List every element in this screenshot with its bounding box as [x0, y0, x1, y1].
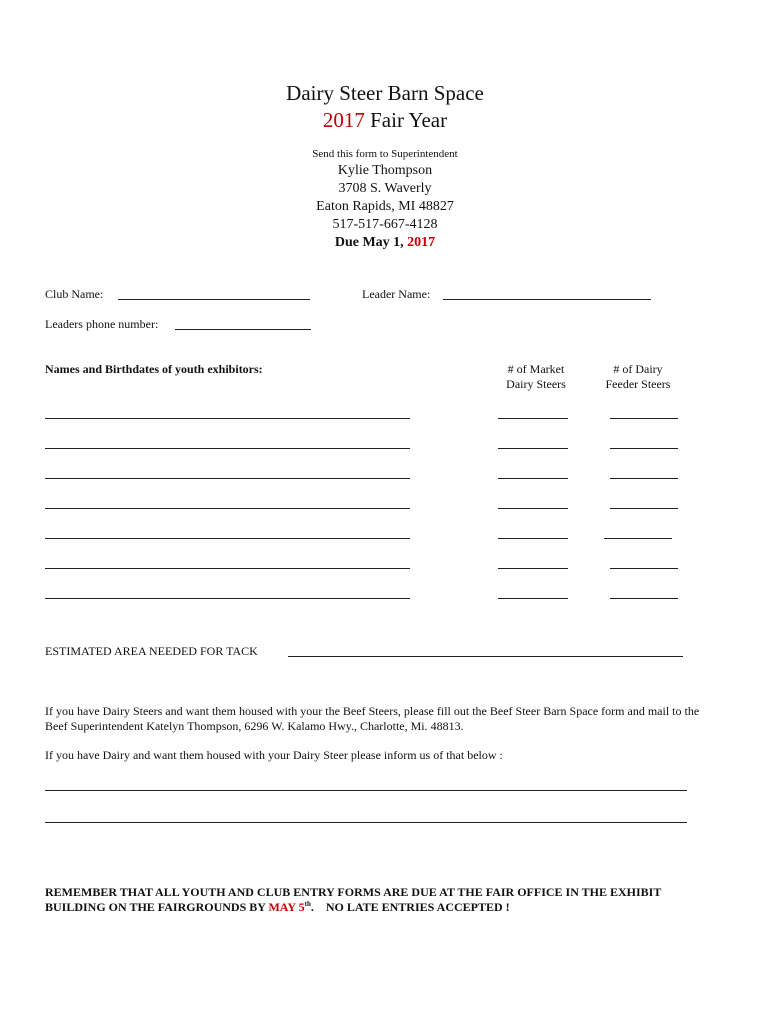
exhibitor-name-field[interactable]: [45, 478, 410, 479]
feeder-steers-header: [596, 362, 680, 392]
reminder-may-date: MAY 5: [268, 900, 305, 914]
feeder-steers-field[interactable]: [610, 478, 678, 479]
send-to-text: Send this form to Superintendent: [312, 148, 458, 160]
club-name-label: Club Name:: [45, 287, 104, 301]
tack-field[interactable]: [288, 656, 683, 657]
reminder-th: th: [304, 900, 311, 908]
leaders-phone-field[interactable]: [175, 329, 311, 330]
exhibitor-name-field[interactable]: [45, 448, 410, 449]
feeder-steers-field[interactable]: [610, 508, 678, 509]
feeder-steers-field[interactable]: [610, 418, 678, 419]
leader-name-label: Leader Name:: [362, 287, 431, 301]
market-steers-field[interactable]: [498, 448, 568, 449]
due-date-year: 2017: [407, 235, 436, 250]
feeder-steers-field[interactable]: [610, 448, 678, 449]
exhibitor-name-field[interactable]: [45, 568, 410, 569]
due-date: [0, 234, 770, 252]
market-header-line2: Dairy Steers: [506, 377, 566, 391]
superintendent-street: 3708 S. Waverly: [338, 181, 432, 196]
superintendent-city: Eaton Rapids, MI 48827: [316, 199, 454, 214]
fair-year-number: 2017: [322, 108, 365, 132]
exhibitor-name-field[interactable]: [45, 598, 410, 599]
market-steers-field[interactable]: [498, 538, 568, 539]
reminder-line2-prefix: BUILDING ON THE FAIRGROUNDS BY: [45, 900, 269, 914]
superintendent-name: Kylie Thompson: [337, 163, 433, 178]
feeder-steers-field[interactable]: [604, 538, 672, 539]
feeder-header-line2: Feeder Steers: [605, 377, 671, 391]
market-steers-field[interactable]: [498, 478, 568, 479]
dairy-instruction: If you have Dairy and want them housed with your Dairy Steer please inform us of that below :: [45, 748, 503, 762]
dairy-notes-line-1[interactable]: [45, 790, 687, 791]
market-steers-field[interactable]: [498, 418, 568, 419]
names-header: Names and Birthdates of youth exhibitors:: [45, 362, 263, 376]
feeder-steers-field[interactable]: [610, 598, 678, 599]
market-steers-header: [488, 362, 584, 392]
market-steers-field[interactable]: [498, 598, 568, 599]
club-name-field[interactable]: [118, 299, 310, 300]
feeder-header-line1: # of Dairy: [613, 362, 663, 376]
market-steers-field[interactable]: [498, 508, 568, 509]
beef-instruction-line2: Beef Superintendent Katelyn Thompson, 6296 W. Kalamo Hwy., Charlotte, Mi. 48813.: [45, 719, 464, 733]
tack-label: ESTIMATED AREA NEEDED FOR TACK: [45, 644, 258, 658]
market-header-line1: # of Market: [507, 362, 565, 376]
exhibitor-name-field[interactable]: [45, 538, 410, 539]
beef-instruction-line1: If you have Dairy Steers and want them housed with your the Beef Steers, please fill out the Beef Steer Barn Space form and mail to the: [45, 704, 700, 718]
due-date-prefix: Due May 1,: [334, 235, 408, 250]
exhibitor-name-field[interactable]: [45, 508, 410, 509]
dairy-notes-line-2[interactable]: [45, 822, 687, 823]
reminder-line2: [45, 900, 510, 915]
market-steers-field[interactable]: [498, 568, 568, 569]
feeder-steers-field[interactable]: [610, 568, 678, 569]
leader-name-field[interactable]: [443, 299, 651, 300]
fair-year: [0, 107, 770, 133]
fair-year-suffix: Fair Year: [364, 108, 448, 132]
reminder-period: .: [310, 900, 314, 914]
reminder-late-entries: NO LATE ENTRIES ACCEPTED !: [313, 900, 510, 914]
form-title: Dairy Steer Barn Space: [286, 81, 484, 105]
superintendent-phone: 517-517-667-4128: [332, 217, 438, 232]
exhibitor-name-field[interactable]: [45, 418, 410, 419]
reminder-line1: REMEMBER THAT ALL YOUTH AND CLUB ENTRY FORMS ARE DUE AT THE FAIR OFFICE IN THE EXHIBIT: [45, 885, 662, 899]
leaders-phone-label: Leaders phone number:: [45, 317, 159, 331]
